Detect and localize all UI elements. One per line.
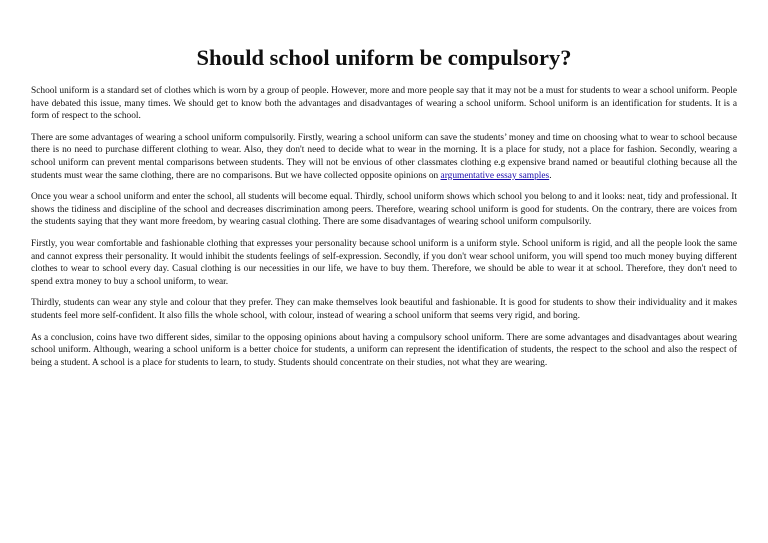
paragraph-style-colour: Thirdly, students can wear any style and colour that they prefer. They can make themselves look beautiful and fashionable. It is good for students to show their individuality and it makes students feel more self-confident. It also fills the whole school, with colour, instead of wearing a school uniform that seems very rigid, and boring.: [31, 298, 737, 321]
argumentative-essay-samples-link[interactable]: argumentative essay samples: [440, 170, 550, 181]
paragraph-equality: Once you wear a school uniform and enter the school, all students will become equal. Thirdly, school uniform shows which school you belong to and it looks: neat, tidy and professional. It shows the tidiness and discipline of the school and decreases discrimination among peers. Therefore, wearing school uniform is good for students. On the contrary, there are voices from the students saying that they want more freedom, by wearing casual clothing. There are some disadvantages of wearing school uniform compulsorily.: [31, 192, 737, 228]
paragraph-advantages: [31, 132, 737, 182]
paragraph-conclusion: As a conclusion, coins have two different sides, similar to the opposing opinions about having a compulsory school uniform. There are some advantages and disadvantages about wearing school uniform. Although, wearing a school uniform is a better choice for students, a uniform can represent the identification of students, the respect to the school and also the respect of being a student. A school is a place for students to learn, to study. Students should concentrate on their studies, not what they are wearing.: [31, 332, 737, 368]
document-title: Should school uniform be compulsory?: [196, 45, 572, 70]
paragraph-advantages-text: There are some advantages of wearing a school uniform compulsorily. Firstly, wearing a school uniform can save the students’ money and time on choosing what to wear to school because there is no need to purchase different clothing to wear. Also, they don't need to decide what to wear in the morning. It is a place for study, not a place for fashion. Secondly, wearing a school uniform can prevent mental comparisons between students. They will not be envious of other classmates clothing e.g expensive brand named or beautiful clothing because all the students must wear the same clothing, there are no comparisons. But we have collected opposite opinions on: [31, 132, 737, 181]
paragraph-personality: Firstly, you wear comfortable and fashionable clothing that expresses your personality because school uniform is a uniform style. School uniform is rigid, and all the people look the same and cannot express their personality. It would inhibit the students feelings of self-expression. Secondly, if you don't wear school uniform, you will spend too much money buying different clothes to wear to school every day. Casual clothing is our necessities in our life, we have to buy them. Therefore, we should be able to wear it at school. Therefore, they don't need to spend extra money to buy a school uniform, to wear.: [31, 238, 737, 287]
paragraph-introduction: School uniform is a standard set of clothes which is worn by a group of people. However, more and more people say that it may not be a must for students to wear a school uniform. People have debated this issue, many times. We should get to know both the advantages and disadvantages of wearing a school uniform. School uniform is an identification for students. It is a form of respect to the school.: [31, 86, 737, 122]
paragraph-advantages-end: .: [549, 170, 552, 181]
